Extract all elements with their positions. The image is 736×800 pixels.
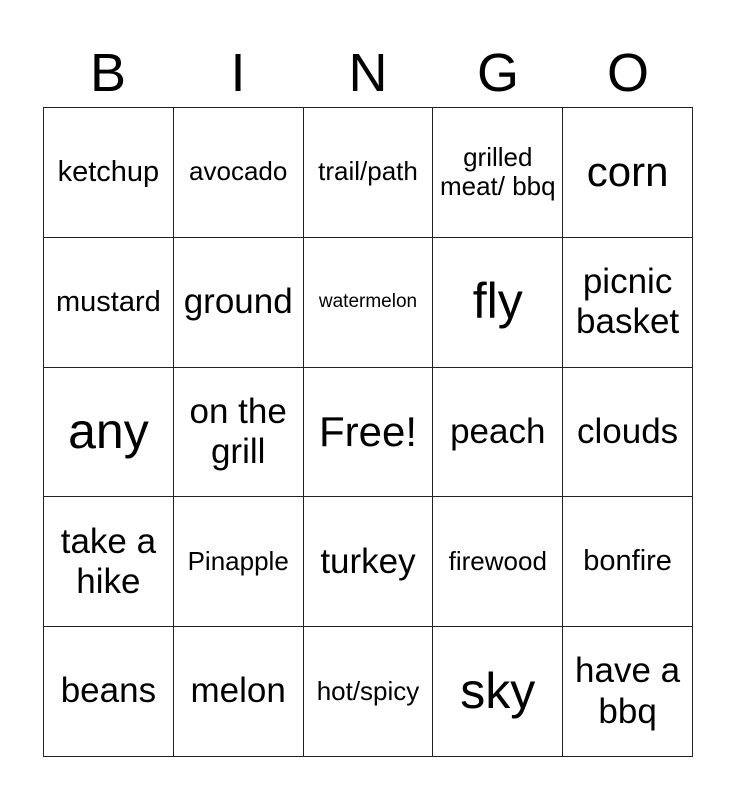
cell-label: ground — [183, 282, 293, 322]
bingo-cell-r1c5[interactable] — [563, 108, 693, 238]
bingo-cell-r5c2[interactable] — [174, 627, 304, 757]
bingo-cell-r1c2[interactable] — [174, 108, 304, 238]
cell-label: picnic basket — [576, 261, 680, 342]
cell-label: firewood — [448, 545, 547, 576]
bingo-cell-r5c5[interactable] — [563, 627, 693, 757]
cell-label: melon — [190, 671, 286, 711]
bingo-header — [43, 40, 693, 106]
bingo-cell-r4c4[interactable] — [433, 497, 563, 627]
bingo-cell-r4c5[interactable] — [563, 497, 693, 627]
cell-label: beans — [60, 671, 157, 711]
cell-label: ketchup — [57, 155, 160, 188]
header-letter-b: B — [89, 43, 127, 103]
bingo-cell-r4c1[interactable] — [44, 497, 174, 627]
bingo-cell-r3c3-free[interactable] — [304, 368, 434, 498]
cell-label: have a bbq — [575, 651, 681, 731]
bingo-cell-r2c4[interactable] — [433, 238, 563, 368]
bingo-cell-r2c3[interactable] — [304, 238, 434, 368]
cell-label: hot/spicy — [316, 675, 420, 706]
cell-label: turkey — [320, 541, 416, 581]
cell-label: avocado — [189, 156, 288, 187]
cell-label: any — [68, 403, 149, 460]
bingo-cell-r5c3[interactable] — [304, 627, 434, 757]
bingo-cell-r3c4[interactable] — [433, 368, 563, 498]
free-space-label: Free! — [318, 407, 417, 455]
bingo-cell-r1c4[interactable] — [433, 108, 563, 238]
bingo-cell-r4c2[interactable] — [174, 497, 304, 627]
cell-label: take a hike — [60, 521, 157, 601]
cell-label: corn — [586, 148, 669, 196]
cell-label: peach — [450, 411, 546, 451]
cell-label: Pinapple — [187, 545, 289, 576]
header-letter-n: N — [348, 43, 388, 103]
cell-label: fly — [472, 273, 523, 330]
cell-label: on the grill — [189, 391, 287, 471]
bingo-cell-r4c3[interactable] — [304, 497, 434, 627]
header-letter-o: O — [606, 43, 649, 103]
header-letter-g: G — [476, 43, 519, 103]
bingo-cell-r3c2[interactable] — [174, 368, 304, 498]
cell-label: watermelon — [318, 291, 418, 313]
bingo-cell-r3c1[interactable] — [44, 368, 174, 498]
cell-label: mustard — [56, 285, 161, 318]
cell-label: sky — [460, 662, 536, 719]
cell-label: clouds — [577, 411, 679, 451]
cell-label: bonfire — [583, 545, 672, 578]
bingo-grid — [43, 107, 693, 757]
cell-label: grilled meat/ bbq — [439, 141, 556, 202]
cell-label: trail/path — [318, 156, 418, 187]
bingo-cell-r2c2[interactable] — [174, 238, 304, 368]
bingo-cell-r5c4[interactable] — [433, 627, 563, 757]
bingo-cell-r5c1[interactable] — [44, 627, 174, 757]
bingo-cell-r3c5[interactable] — [563, 368, 693, 498]
bingo-cell-r2c1[interactable] — [44, 238, 174, 368]
header-letter-i: I — [230, 43, 246, 103]
bingo-cell-r2c5[interactable] — [563, 238, 693, 368]
bingo-cell-r1c1[interactable] — [44, 108, 174, 238]
bingo-cell-r1c3[interactable] — [304, 108, 434, 238]
